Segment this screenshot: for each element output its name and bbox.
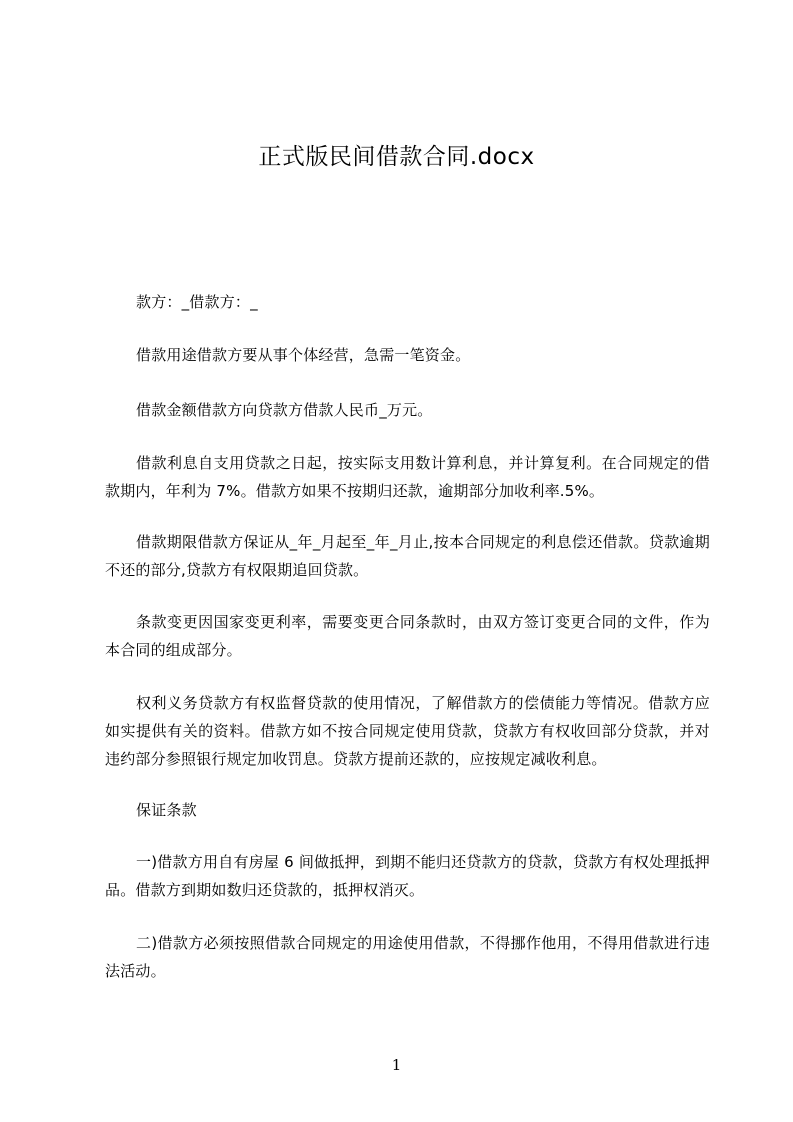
- paragraph-loan-purpose: 借款用途借款方要从事个体经营，急需一笔资金。: [136, 346, 471, 364]
- paragraph-guarantee-two: 二)借款方必须按照借款合同规定的用途使用借款，不得挪作他用，不得用借款进行违法活动。: [105, 934, 710, 980]
- paragraph-loan-term: 借款期限借款方保证从_年_月起至_年_月止,按本合同规定的利息偿还借款。贷款逾期不还的部分,贷款方有权限期追回贷款。: [105, 533, 710, 579]
- document-title: 正式版民间借款合同.docx: [258, 144, 535, 170]
- paragraph-guarantee-one: 一)借款方用自有房屋 6 间做抵押，到期不能归还贷款方的贷款，贷款方有权处理抵押品。借款方到期如数归还贷款的，抵押权消灭。: [105, 853, 710, 899]
- page-number: 1: [391, 1056, 402, 1074]
- paragraph-parties: 款方：_借款方：_: [136, 293, 258, 311]
- paragraph-loan-interest: 借款利息自支用贷款之日起，按实际支用数计算利息，并计算复利。在合同规定的借款期内，年利为 7%。借款方如果不按期归还款，逾期部分加收利率.5%。: [105, 454, 710, 500]
- paragraph-clause-change: 条款变更因国家变更利率，需要变更合同条款时，由双方签订变更合同的文件，作为本合同的组成部分。: [105, 613, 710, 659]
- paragraph-guarantee-heading: 保证条款: [136, 801, 197, 819]
- paragraph-loan-amount: 借款金额借款方向贷款方借款人民币_万元。: [136, 401, 433, 419]
- paragraph-rights-obligations: 权利义务贷款方有权监督贷款的使用情况，了解借款方的偿债能力等情况。借款方应如实提供有关的资料。借款方如不按合同规定使用贷款，贷款方有权收回部分贷款，并对违约部分参照银行规定加收罚息。贷款方提前还款的，应按规定减收利息。: [105, 694, 710, 768]
